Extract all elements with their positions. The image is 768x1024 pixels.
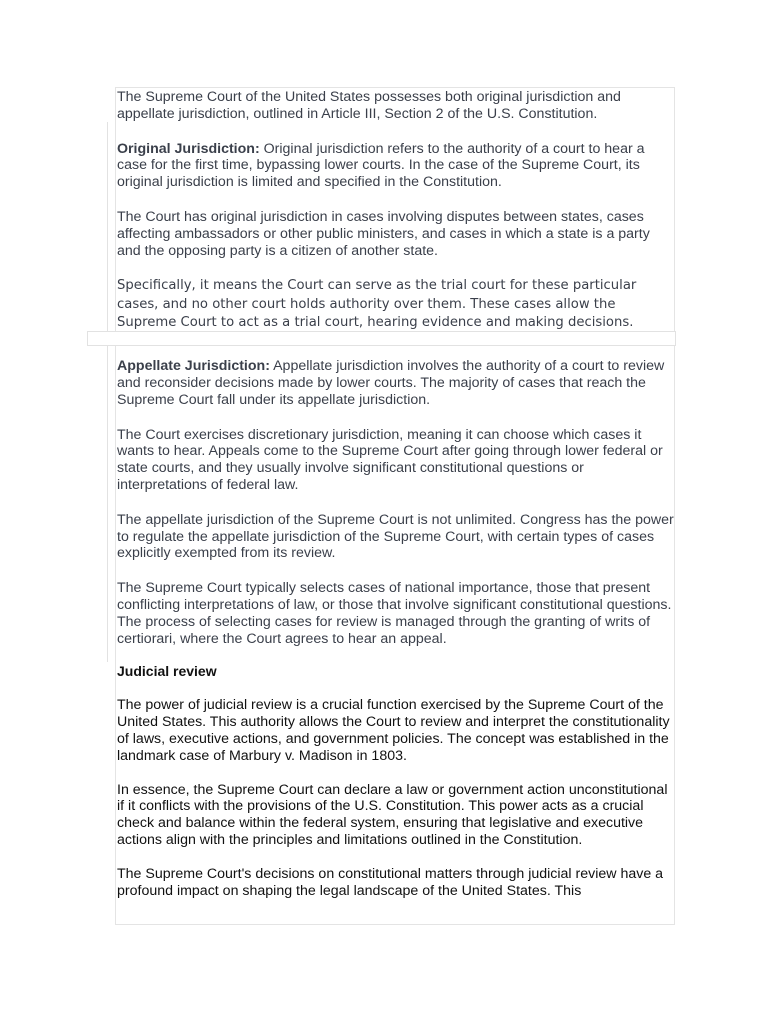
intro-paragraph: The Supreme Court of the United States possesses both original jurisdiction and appellate jurisdiction, outlined in Article III, Section 2 of the U.S. Constitution.	[117, 89, 621, 122]
judicial-power-paragraph: The power of judicial review is a crucial function exercised by the Supreme Court of the United States. This authority allows the Court to review and interpret the constitutionality of laws, executive actions, and government policies. The concept was established in the landmark case of Marbury v. Madison in 1803.	[117, 697, 670, 764]
original-specific-paragraph: Specifically, it means the Court can serve as the trial court for these particular cases, and no other court holds authority over them. These cases allow the Supreme Court to act as a trial court, hearing evidence and making decisions.	[117, 278, 637, 330]
discretionary-paragraph: The Court exercises discretionary jurisdiction, meaning it can choose which cases it wants to hear. Appeals come to the Supreme Court after going through lower federal or state courts, and they usually involve significant constitutional questions or interpretations of federal law.	[117, 426, 663, 494]
selection-paragraph: The Supreme Court typically selects cases of national importance, those that present conflicting interpretations of law, or those that involve significant constitutional questions. The process of selecting cases for review is managed through the granting of writs of certiorari, where the Court agrees to hear an appeal.	[117, 580, 672, 647]
judicial-essence-paragraph: In essence, the Supreme Court can declare a law or government action unconstitutional if it conflicts with the provisions of the U.S. Constitution. This power acts as a crucial check and balance within the federal system, ensuring that legislative and executive actions align with the principles and limitations outlined in the Constitution.	[117, 781, 668, 848]
appellate-jurisdiction-label: Appellate Jurisdiction:	[117, 358, 270, 375]
original-jurisdiction-label: Original Jurisdiction:	[117, 140, 260, 157]
appellate-jurisdiction-text: Appellate jurisdiction involves the authority of a court to review and reconsider decisions made by lower courts. The majority of cases that reach the Supreme Court fall under its appellate jurisdiction.	[117, 358, 665, 408]
original-jurisdiction-paragraph	[117, 141, 675, 191]
margin-guide-line	[107, 122, 108, 662]
original-cases-paragraph: The Court has original jurisdiction in cases involving disputes between states, cases affecting ambassadors or other public ministers, and cases in which a state is a party and the opposing party is a citizen of another state.	[117, 208, 650, 259]
document-body	[117, 89, 675, 899]
judicial-impact-paragraph: The Supreme Court's decisions on constitutional matters through judicial review have a profound impact on shaping the legal landscape of the United States. This	[117, 865, 664, 899]
limits-paragraph: The appellate jurisdiction of the Supreme Court is not unlimited. Congress has the power to regulate the appellate jurisdiction of the Supreme Court, with certain types of cases explicitly exempted from its review.	[117, 511, 674, 562]
judicial-review-heading: Judicial review	[117, 663, 217, 680]
appellate-jurisdiction-paragraph	[117, 358, 675, 408]
original-jurisdiction-text: Original jurisdiction refers to the authority of a court to hear a case for the first time, bypassing lower courts. In the case of the Supreme Court, its original jurisdiction is limited and specified in the Constitution.	[117, 140, 645, 191]
